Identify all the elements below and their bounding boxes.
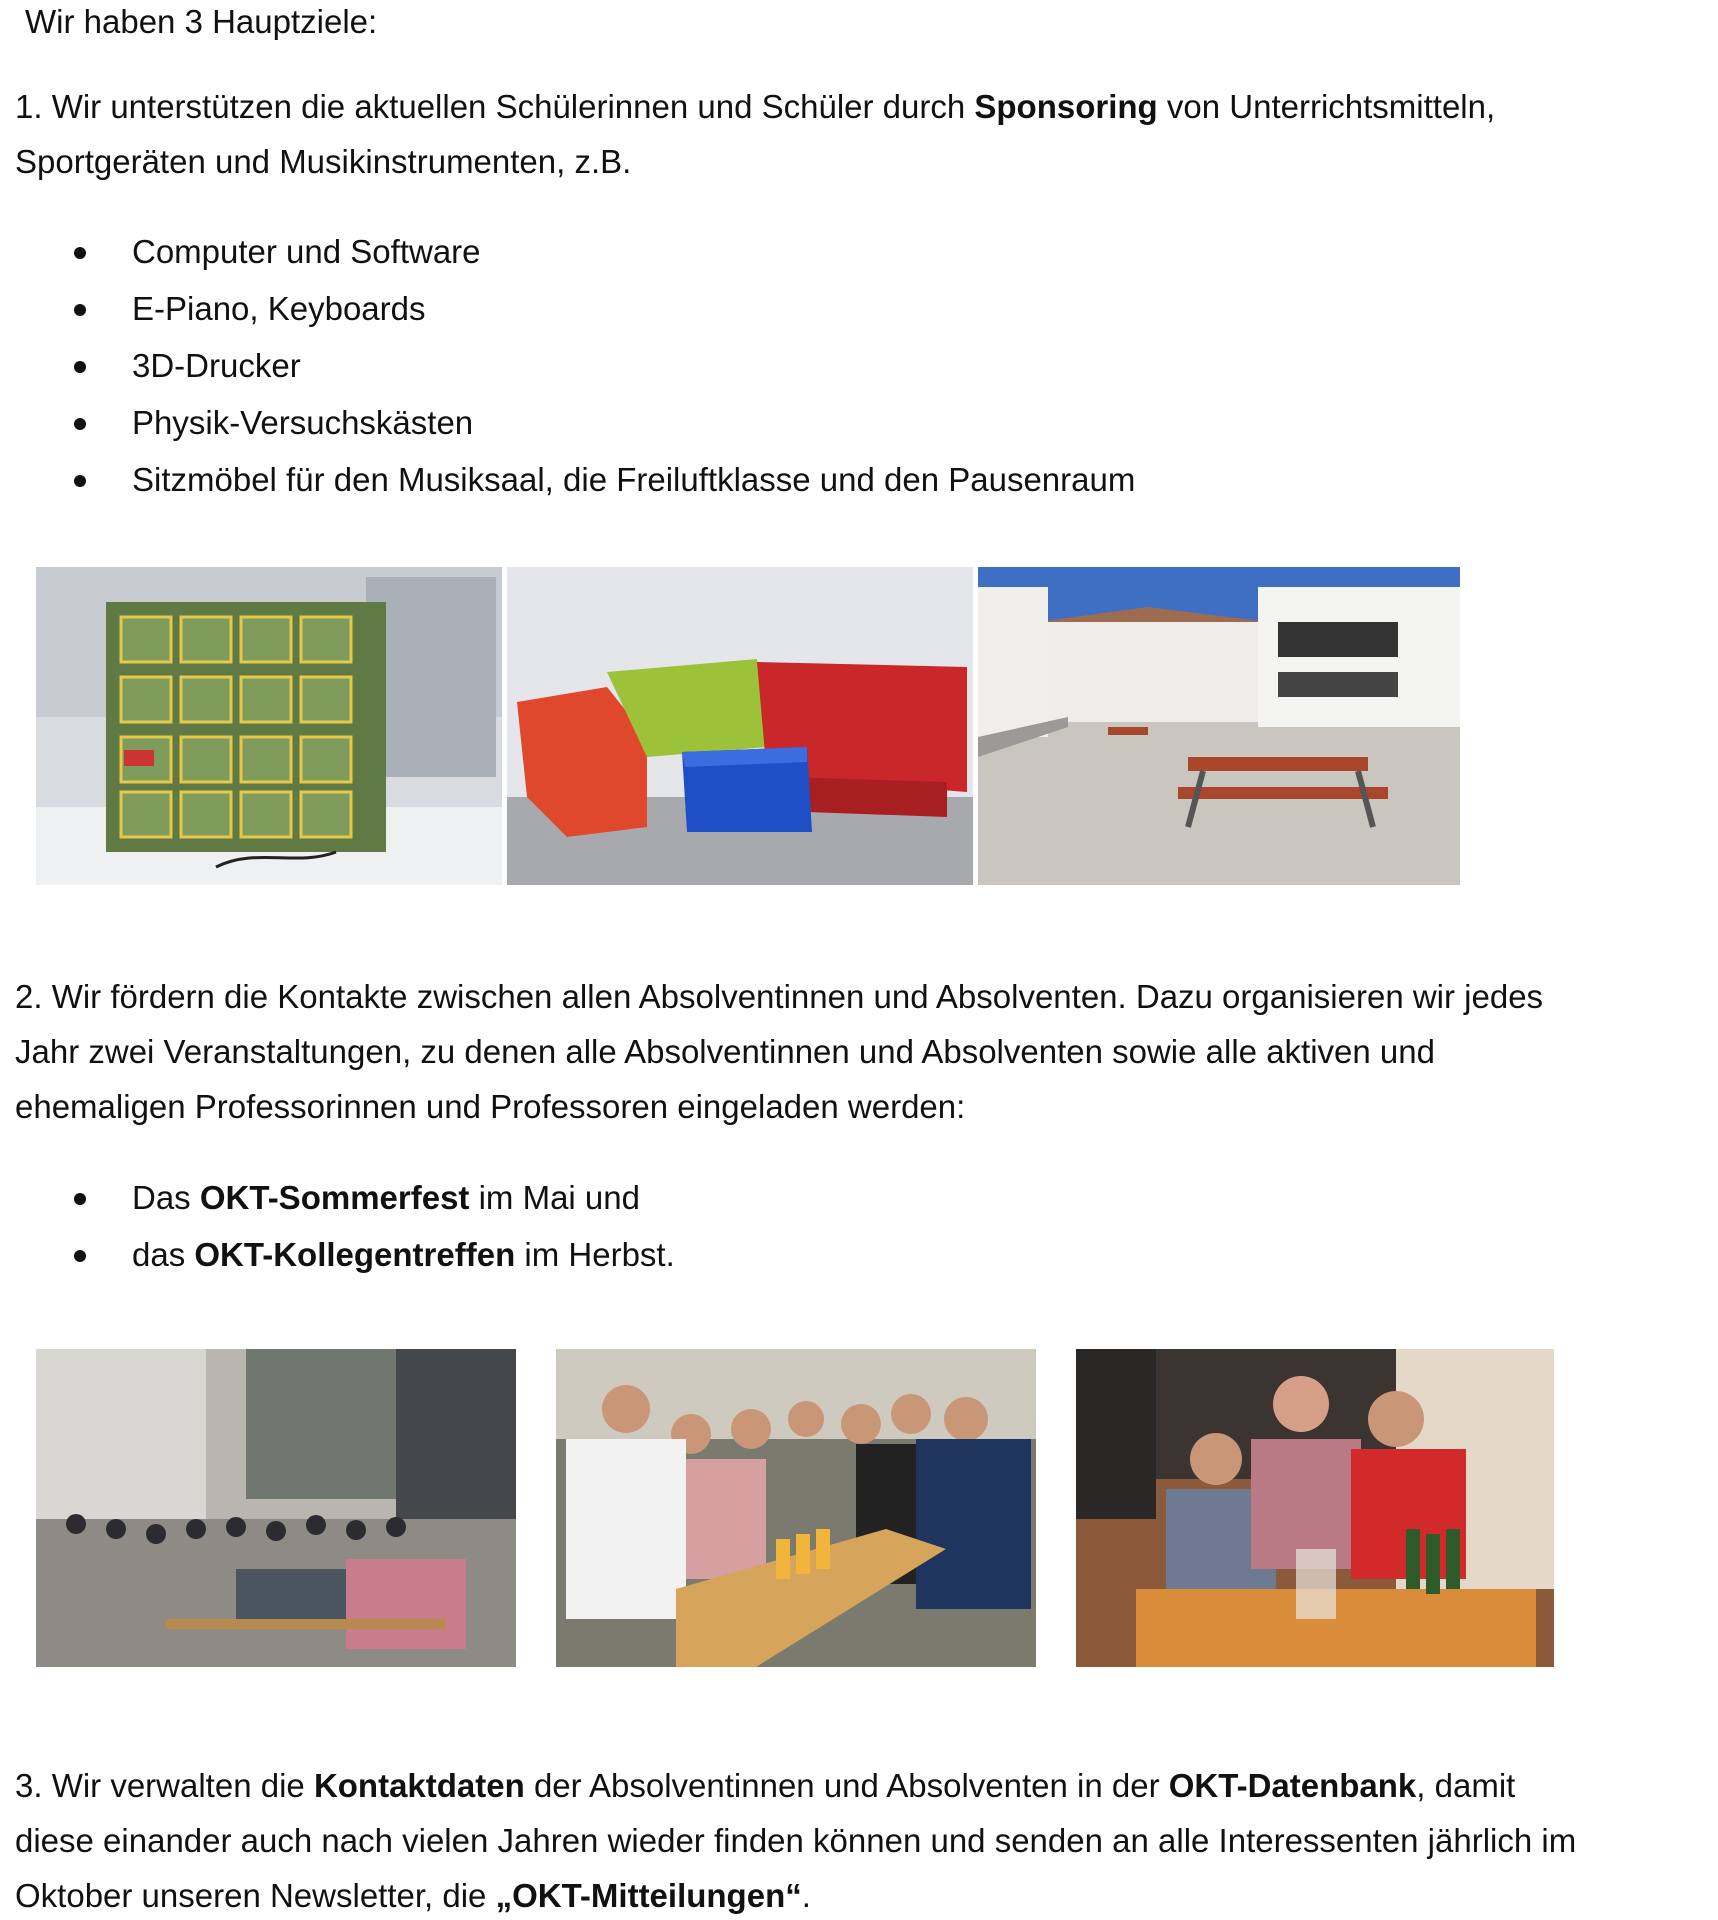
bullet-icon [74,475,86,487]
intro-text: Wir haben 3 Hauptziele: [25,3,378,40]
bullet-icon [74,418,86,430]
photo-physics-experiment-board [36,567,502,885]
bullet-icon [74,1250,86,1262]
photo-alumni-group-table [556,1349,1036,1667]
goal1-line1: 1. Wir unterstützen die aktuellen Schülerinnen und Schüler durch Sponsoring von Unterrichtsmitteln, [15,88,1496,125]
goal2-line2: Jahr zwei Veranstaltungen, zu denen alle Absolventinnen und Absolventen sowie alle aktiven und [15,1033,1435,1070]
photo-rooftop-terrace [978,567,1460,885]
goal3-line1: 3. Wir verwalten die Kontaktdaten der Absolventinnen und Absolventen in der OKT-Datenbank, damit [15,1767,1516,1804]
goal3-line3: Oktober unseren Newsletter, die „OKT-Mitteilungen“. [15,1877,811,1914]
photo-summer-party-courtyard [36,1349,516,1667]
photo-colleagues-meeting [1076,1349,1554,1667]
goal1-line2: Sportgeräten und Musikinstrumenten, z.B. [15,143,632,180]
bullet-icon [74,1193,86,1205]
sponsoring-bold: Sponsoring [974,88,1158,125]
bullet-icon [74,361,86,373]
goal2-line1: 2. Wir fördern die Kontakte zwischen allen Absolventinnen und Absolventen. Dazu organisieren wir jedes [15,978,1544,1015]
goal3-line2: diese einander auch nach vielen Jahren wieder finden können und senden an alle Interessenten jährlich im [15,1822,1577,1859]
bullet-icon [74,247,86,259]
goal2-line3: ehemaligen Professorinnen und Professoren eingeladen werden: [15,1088,966,1125]
bullet-icon [74,304,86,316]
photo-lounge-seating [507,567,973,885]
